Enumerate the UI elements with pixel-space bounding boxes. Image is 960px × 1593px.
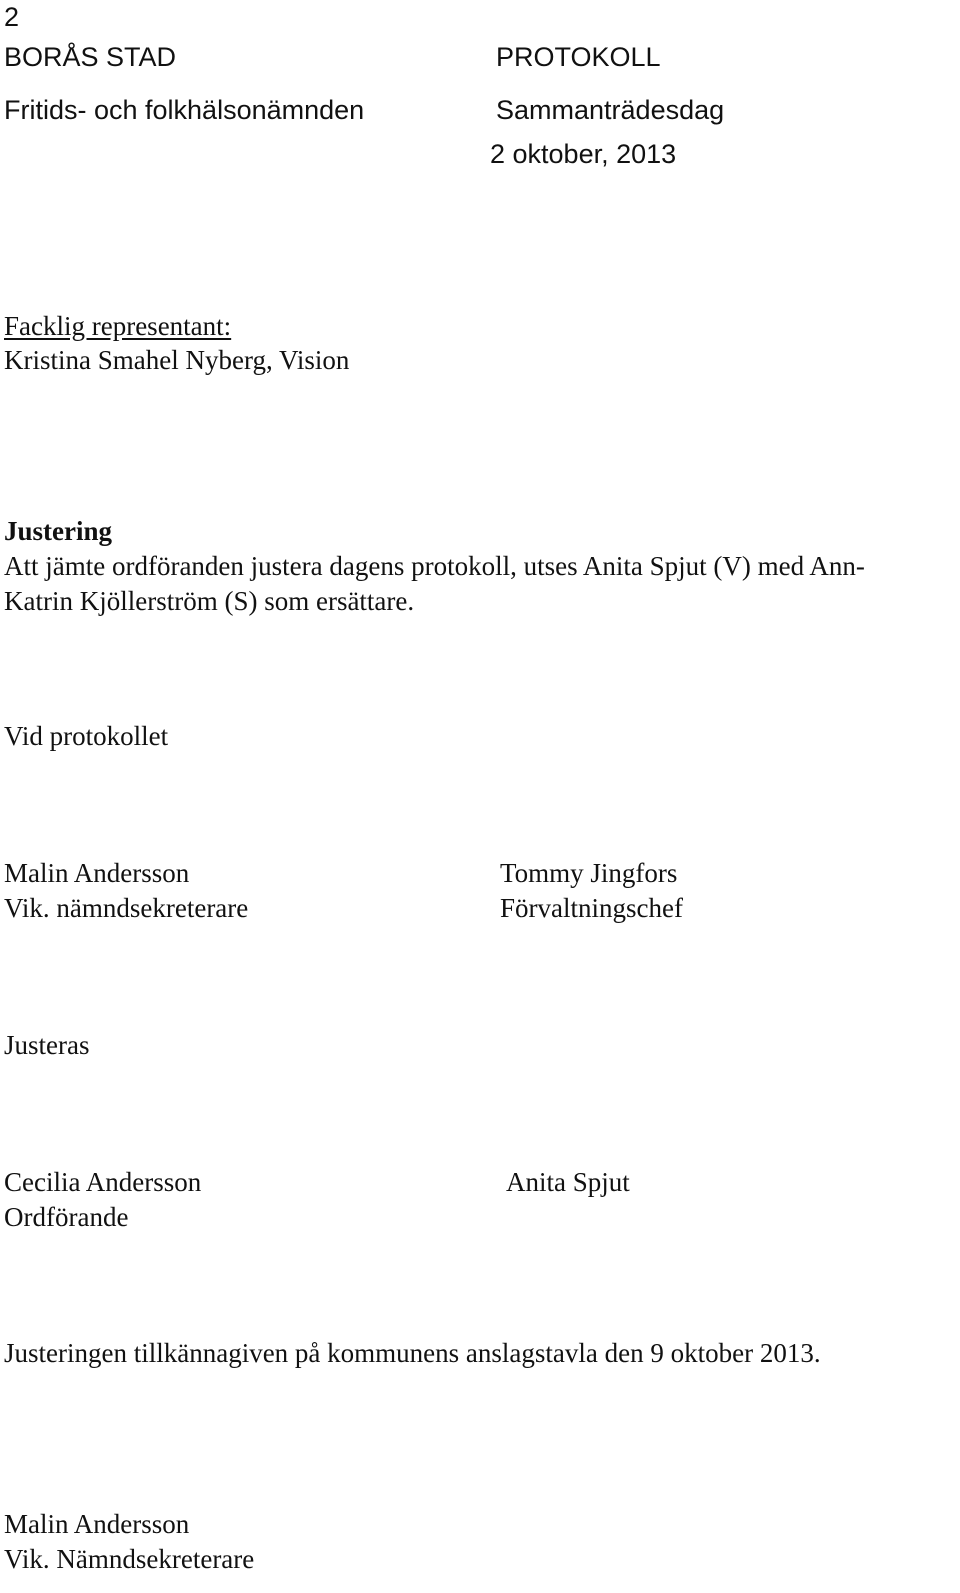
announcement-secretary-name: Malin Andersson	[4, 1509, 190, 1539]
secretary-name: Malin Andersson	[4, 858, 190, 888]
document-type: PROTOKOLL	[496, 42, 661, 72]
page-number: 2	[4, 2, 20, 32]
vid-protokollet-label: Vid protokollet	[4, 721, 169, 751]
committee-name: Fritids- och folkhälsonämnden	[4, 95, 365, 125]
adjuster-name: Anita Spjut	[506, 1167, 630, 1197]
union-rep-heading: Facklig representant:	[4, 311, 232, 341]
justering-heading: Justering	[4, 516, 112, 546]
justering-text-line-2: Katrin Kjöllerström (S) som ersättare.	[4, 586, 415, 616]
union-rep-name: Kristina Smahel Nyberg, Vision	[4, 345, 350, 375]
justeras-label: Justeras	[4, 1030, 90, 1060]
justering-text-line-1: Att jämte ordföranden justera dagens protokoll, utses Anita Spjut (V) med Ann-	[4, 551, 865, 581]
chair-name: Cecilia Andersson	[4, 1167, 202, 1197]
chair-title: Ordförande	[4, 1202, 129, 1232]
meeting-label: Sammanträdesdag	[496, 95, 725, 125]
director-title: Förvaltningschef	[500, 893, 683, 923]
organization-name: BORÅS STAD	[4, 42, 177, 72]
secretary-title: Vik. nämndsekreterare	[4, 893, 249, 923]
director-name: Tommy Jingfors	[500, 858, 678, 888]
meeting-date: 2 oktober, 2013	[490, 139, 677, 169]
announcement-text: Justeringen tillkännagiven på kommunens anslagstavla den 9 oktober 2013.	[4, 1338, 821, 1368]
announcement-secretary-title: Vik. Nämndsekreterare	[4, 1544, 255, 1574]
